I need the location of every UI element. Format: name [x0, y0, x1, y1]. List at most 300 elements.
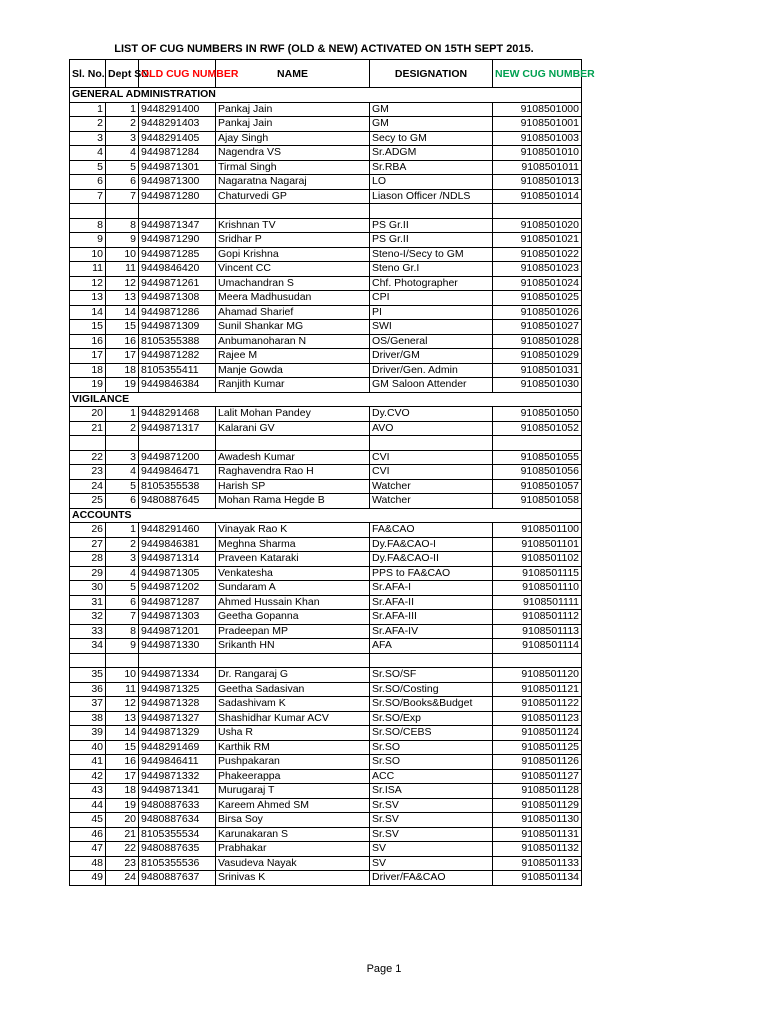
table-row — [70, 740, 582, 755]
designation-cell: Steno Gr.I — [370, 262, 493, 277]
header-name: NAME — [216, 60, 370, 88]
table-row — [70, 769, 582, 784]
designation-cell: SWI — [370, 320, 493, 335]
table-row — [70, 784, 582, 799]
name-cell: Geetha Sadasivan — [216, 682, 370, 697]
designation-cell: Liason Officer /NDLS — [370, 189, 493, 204]
dept-sn-cell: 12 — [106, 276, 139, 291]
name-cell: Ranjith Kumar — [216, 378, 370, 393]
table-row — [70, 218, 582, 233]
designation-cell: Sr.SO — [370, 755, 493, 770]
sl-no-cell: 2 — [70, 117, 106, 132]
name-cell: Chaturvedi GP — [216, 189, 370, 204]
blank-cell — [139, 436, 216, 451]
name-cell: Phakeerappa — [216, 769, 370, 784]
dept-sn-cell: 2 — [106, 117, 139, 132]
old-cug-cell: 9449846381 — [139, 537, 216, 552]
section-title: ACCOUNTS — [70, 508, 582, 523]
sl-no-cell: 45 — [70, 813, 106, 828]
new-cug-cell: 9108501003 — [493, 131, 582, 146]
dept-sn-cell: 11 — [106, 262, 139, 277]
dept-sn-cell: 10 — [106, 247, 139, 262]
new-cug-cell: 9108501101 — [493, 537, 582, 552]
dept-sn-cell: 2 — [106, 537, 139, 552]
sl-no-cell: 14 — [70, 305, 106, 320]
table-row — [70, 682, 582, 697]
sl-no-cell: 30 — [70, 581, 106, 596]
name-cell: Ajay Singh — [216, 131, 370, 146]
name-cell: Pankaj Jain — [216, 102, 370, 117]
new-cug-cell: 9108501115 — [493, 566, 582, 581]
designation-cell: FA&CAO — [370, 523, 493, 538]
designation-cell: Sr.ADGM — [370, 146, 493, 161]
dept-sn-cell: 12 — [106, 697, 139, 712]
name-cell: Tirmal Singh — [216, 160, 370, 175]
blank-cell — [216, 653, 370, 668]
sl-no-cell: 26 — [70, 523, 106, 538]
designation-cell: Sr.AFA-III — [370, 610, 493, 625]
old-cug-cell: 9449871285 — [139, 247, 216, 262]
blank-cell — [70, 436, 106, 451]
sl-no-cell: 18 — [70, 363, 106, 378]
sl-no-cell: 36 — [70, 682, 106, 697]
sl-no-cell: 47 — [70, 842, 106, 857]
designation-cell: OS/General — [370, 334, 493, 349]
old-cug-cell: 9449871200 — [139, 450, 216, 465]
table-row — [70, 305, 582, 320]
table-row — [70, 233, 582, 248]
blank-row — [70, 436, 582, 451]
new-cug-cell: 9108501130 — [493, 813, 582, 828]
designation-cell: SV — [370, 842, 493, 857]
name-cell: Shashidhar Kumar ACV — [216, 711, 370, 726]
dept-sn-cell: 19 — [106, 798, 139, 813]
table-row — [70, 755, 582, 770]
header-designation: DESIGNATION — [370, 60, 493, 88]
table-row — [70, 349, 582, 364]
new-cug-cell: 9108501022 — [493, 247, 582, 262]
sl-no-cell: 5 — [70, 160, 106, 175]
designation-cell: Sr.SV — [370, 813, 493, 828]
new-cug-cell: 9108501000 — [493, 102, 582, 117]
dept-sn-cell: 5 — [106, 479, 139, 494]
designation-cell: Sr.AFA-IV — [370, 624, 493, 639]
blank-cell — [493, 436, 582, 451]
name-cell: Sridhar P — [216, 233, 370, 248]
new-cug-cell: 9108501111 — [493, 595, 582, 610]
name-cell: Dr. Rangaraj G — [216, 668, 370, 683]
new-cug-cell: 9108501028 — [493, 334, 582, 349]
sl-no-cell: 22 — [70, 450, 106, 465]
name-cell: Raghavendra Rao H — [216, 465, 370, 480]
dept-sn-cell: 23 — [106, 856, 139, 871]
table-row — [70, 262, 582, 277]
table-row — [70, 827, 582, 842]
table-row — [70, 479, 582, 494]
new-cug-cell: 9108501113 — [493, 624, 582, 639]
designation-cell: PPS to FA&CAO — [370, 566, 493, 581]
old-cug-cell: 9449871308 — [139, 291, 216, 306]
old-cug-cell: 9448291400 — [139, 102, 216, 117]
table-row — [70, 146, 582, 161]
name-cell: Nagendra VS — [216, 146, 370, 161]
table-row — [70, 537, 582, 552]
dept-sn-cell: 17 — [106, 349, 139, 364]
sl-no-cell: 43 — [70, 784, 106, 799]
name-cell: Meera Madhusudan — [216, 291, 370, 306]
old-cug-cell: 9449846411 — [139, 755, 216, 770]
blank-cell — [370, 653, 493, 668]
header-new-cug: NEW CUG NUMBER — [493, 60, 582, 88]
old-cug-cell: 9480887635 — [139, 842, 216, 857]
blank-cell — [106, 436, 139, 451]
sl-no-cell: 7 — [70, 189, 106, 204]
dept-sn-cell: 4 — [106, 465, 139, 480]
dept-sn-cell: 1 — [106, 102, 139, 117]
dept-sn-cell: 4 — [106, 566, 139, 581]
designation-cell: Sr.SO — [370, 740, 493, 755]
sl-no-cell: 37 — [70, 697, 106, 712]
designation-cell: PI — [370, 305, 493, 320]
old-cug-cell: 9480887637 — [139, 871, 216, 886]
designation-cell: Sr.SO/Exp — [370, 711, 493, 726]
designation-cell: CPI — [370, 291, 493, 306]
sl-no-cell: 19 — [70, 378, 106, 393]
designation-cell: Driver/FA&CAO — [370, 871, 493, 886]
old-cug-cell: 9449871332 — [139, 769, 216, 784]
section-row — [70, 508, 582, 523]
new-cug-cell: 9108501132 — [493, 842, 582, 857]
new-cug-cell: 9108501131 — [493, 827, 582, 842]
old-cug-cell: 9480887645 — [139, 494, 216, 509]
designation-cell: Sr.SV — [370, 798, 493, 813]
new-cug-cell: 9108501023 — [493, 262, 582, 277]
section-row — [70, 88, 582, 103]
name-cell: Krishnan TV — [216, 218, 370, 233]
new-cug-cell: 9108501123 — [493, 711, 582, 726]
sl-no-cell: 32 — [70, 610, 106, 625]
name-cell: Sundaram A — [216, 581, 370, 596]
name-cell: Karunakaran S — [216, 827, 370, 842]
designation-cell: CVI — [370, 465, 493, 480]
designation-cell: Dy.FA&CAO-I — [370, 537, 493, 552]
blank-cell — [216, 436, 370, 451]
sl-no-cell: 4 — [70, 146, 106, 161]
table-row — [70, 102, 582, 117]
header-row — [70, 60, 582, 88]
old-cug-cell: 9480887633 — [139, 798, 216, 813]
name-cell: Pushpakaran — [216, 755, 370, 770]
table-row — [70, 552, 582, 567]
sl-no-cell: 23 — [70, 465, 106, 480]
dept-sn-cell: 6 — [106, 494, 139, 509]
designation-cell: Dy.CVO — [370, 407, 493, 422]
name-cell: Vasudeva Nayak — [216, 856, 370, 871]
new-cug-cell: 9108501001 — [493, 117, 582, 132]
new-cug-cell: 9108501114 — [493, 639, 582, 654]
new-cug-cell: 9108501029 — [493, 349, 582, 364]
new-cug-cell: 9108501133 — [493, 856, 582, 871]
header-sl-no: Sl. No. — [70, 60, 106, 88]
sl-no-cell: 28 — [70, 552, 106, 567]
dept-sn-cell: 15 — [106, 740, 139, 755]
name-cell: Meghna Sharma — [216, 537, 370, 552]
new-cug-cell: 9108501010 — [493, 146, 582, 161]
dept-sn-cell: 16 — [106, 334, 139, 349]
cug-table — [69, 59, 595, 886]
new-cug-cell: 9108501127 — [493, 769, 582, 784]
sl-no-cell: 31 — [70, 595, 106, 610]
new-cug-cell: 9108501100 — [493, 523, 582, 538]
sl-no-cell: 49 — [70, 871, 106, 886]
dept-sn-cell: 5 — [106, 581, 139, 596]
name-cell: Birsa Soy — [216, 813, 370, 828]
old-cug-cell: 9449871314 — [139, 552, 216, 567]
sl-no-cell: 40 — [70, 740, 106, 755]
table-body — [70, 88, 582, 886]
table-row — [70, 450, 582, 465]
new-cug-cell: 9108501027 — [493, 320, 582, 335]
name-cell: Nagaratna Nagaraj — [216, 175, 370, 190]
sl-no-cell: 13 — [70, 291, 106, 306]
sl-no-cell: 35 — [70, 668, 106, 683]
old-cug-cell: 9449871347 — [139, 218, 216, 233]
new-cug-cell: 9108501052 — [493, 421, 582, 436]
designation-cell: Chf. Photographer — [370, 276, 493, 291]
blank-cell — [139, 653, 216, 668]
new-cug-cell: 9108501030 — [493, 378, 582, 393]
sl-no-cell: 16 — [70, 334, 106, 349]
dept-sn-cell: 3 — [106, 131, 139, 146]
old-cug-cell: 9480887634 — [139, 813, 216, 828]
name-cell: Murugaraj T — [216, 784, 370, 799]
blank-row — [70, 204, 582, 219]
blank-cell — [70, 204, 106, 219]
dept-sn-cell: 18 — [106, 784, 139, 799]
table-row — [70, 320, 582, 335]
section-row — [70, 392, 582, 407]
header-dept-sn: Dept SN. — [106, 60, 139, 88]
designation-cell: Sr.RBA — [370, 160, 493, 175]
designation-cell: PS Gr.II — [370, 233, 493, 248]
sl-no-cell: 39 — [70, 726, 106, 741]
name-cell: Karthik RM — [216, 740, 370, 755]
new-cug-cell: 9108501124 — [493, 726, 582, 741]
old-cug-cell: 9449871280 — [139, 189, 216, 204]
designation-cell: Sr.ISA — [370, 784, 493, 799]
sl-no-cell: 17 — [70, 349, 106, 364]
table-row — [70, 407, 582, 422]
old-cug-cell: 9449871330 — [139, 639, 216, 654]
name-cell: Vinayak Rao K — [216, 523, 370, 538]
new-cug-cell: 9108501020 — [493, 218, 582, 233]
table-row — [70, 697, 582, 712]
dept-sn-cell: 9 — [106, 639, 139, 654]
name-cell: Harish SP — [216, 479, 370, 494]
name-cell: Kareem Ahmed SM — [216, 798, 370, 813]
dept-sn-cell: 8 — [106, 218, 139, 233]
table-row — [70, 131, 582, 146]
table-row — [70, 523, 582, 538]
dept-sn-cell: 1 — [106, 523, 139, 538]
name-cell: Sunil Shankar MG — [216, 320, 370, 335]
table-row — [70, 624, 582, 639]
name-cell: Manje Gowda — [216, 363, 370, 378]
table-row — [70, 276, 582, 291]
table-row — [70, 175, 582, 190]
table-row — [70, 871, 582, 886]
new-cug-cell: 9108501013 — [493, 175, 582, 190]
old-cug-cell: 9448291405 — [139, 131, 216, 146]
sl-no-cell: 15 — [70, 320, 106, 335]
designation-cell: Driver/GM — [370, 349, 493, 364]
blank-cell — [106, 204, 139, 219]
sl-no-cell: 44 — [70, 798, 106, 813]
old-cug-cell: 9449871329 — [139, 726, 216, 741]
old-cug-cell: 9449871303 — [139, 610, 216, 625]
table-row — [70, 639, 582, 654]
designation-cell: AVO — [370, 421, 493, 436]
designation-cell: Sr.AFA-I — [370, 581, 493, 596]
old-cug-cell: 9448291468 — [139, 407, 216, 422]
dept-sn-cell: 5 — [106, 160, 139, 175]
designation-cell: Watcher — [370, 479, 493, 494]
designation-cell: Secy to GM — [370, 131, 493, 146]
table-row — [70, 798, 582, 813]
new-cug-cell: 9108501055 — [493, 450, 582, 465]
dept-sn-cell: 21 — [106, 827, 139, 842]
dept-sn-cell: 14 — [106, 305, 139, 320]
designation-cell: Driver/Gen. Admin — [370, 363, 493, 378]
old-cug-cell: 9449871328 — [139, 697, 216, 712]
sl-no-cell: 20 — [70, 407, 106, 422]
old-cug-cell: 9449871261 — [139, 276, 216, 291]
new-cug-cell: 9108501102 — [493, 552, 582, 567]
sl-no-cell: 21 — [70, 421, 106, 436]
new-cug-cell: 9108501011 — [493, 160, 582, 175]
table-row — [70, 494, 582, 509]
old-cug-cell: 9449871325 — [139, 682, 216, 697]
dept-sn-cell: 4 — [106, 146, 139, 161]
sl-no-cell: 34 — [70, 639, 106, 654]
table-row — [70, 581, 582, 596]
old-cug-cell: 9449871327 — [139, 711, 216, 726]
dept-sn-cell: 16 — [106, 755, 139, 770]
dept-sn-cell: 15 — [106, 320, 139, 335]
name-cell: Usha R — [216, 726, 370, 741]
dept-sn-cell: 7 — [106, 610, 139, 625]
blank-cell — [493, 204, 582, 219]
section-title: VIGILANCE — [70, 392, 582, 407]
dept-sn-cell: 13 — [106, 711, 139, 726]
table-row — [70, 856, 582, 871]
table-row — [70, 334, 582, 349]
table-row — [70, 726, 582, 741]
old-cug-cell: 9449871282 — [139, 349, 216, 364]
table-row — [70, 291, 582, 306]
new-cug-cell: 9108501031 — [493, 363, 582, 378]
new-cug-cell: 9108501024 — [493, 276, 582, 291]
old-cug-cell: 9449871290 — [139, 233, 216, 248]
table-row — [70, 247, 582, 262]
table-row — [70, 160, 582, 175]
name-cell: Pankaj Jain — [216, 117, 370, 132]
new-cug-cell: 9108501021 — [493, 233, 582, 248]
dept-sn-cell: 13 — [106, 291, 139, 306]
name-cell: Sadashivam K — [216, 697, 370, 712]
sl-no-cell: 1 — [70, 102, 106, 117]
dept-sn-cell: 14 — [106, 726, 139, 741]
old-cug-cell: 8105355388 — [139, 334, 216, 349]
table-row — [70, 595, 582, 610]
dept-sn-cell: 2 — [106, 421, 139, 436]
new-cug-cell: 9108501122 — [493, 697, 582, 712]
dept-sn-cell: 10 — [106, 668, 139, 683]
sl-no-cell: 48 — [70, 856, 106, 871]
name-cell: Venkatesha — [216, 566, 370, 581]
table-row — [70, 711, 582, 726]
sl-no-cell: 46 — [70, 827, 106, 842]
sl-no-cell: 29 — [70, 566, 106, 581]
new-cug-cell: 9108501110 — [493, 581, 582, 596]
designation-cell: GM Saloon Attender — [370, 378, 493, 393]
dept-sn-cell: 1 — [106, 407, 139, 422]
old-cug-cell: 9449871300 — [139, 175, 216, 190]
name-cell: Praveen Kataraki — [216, 552, 370, 567]
name-cell: Srikanth HN — [216, 639, 370, 654]
name-cell: Awadesh Kumar — [216, 450, 370, 465]
blank-cell — [370, 204, 493, 219]
document-title: LIST OF CUG NUMBERS IN RWF (OLD & NEW) ACTIVATED ON 15TH SEPT 2015. — [114, 43, 534, 55]
table-row — [70, 813, 582, 828]
designation-cell: LO — [370, 175, 493, 190]
new-cug-cell: 9108501050 — [493, 407, 582, 422]
section-title: GENERAL ADMINISTRATION — [70, 88, 582, 103]
sl-no-cell: 24 — [70, 479, 106, 494]
table-row — [70, 465, 582, 480]
name-cell: Mohan Rama Hegde B — [216, 494, 370, 509]
dept-sn-cell: 7 — [106, 189, 139, 204]
name-cell: Vincent CC — [216, 262, 370, 277]
new-cug-cell: 9108501125 — [493, 740, 582, 755]
sl-no-cell: 41 — [70, 755, 106, 770]
dept-sn-cell: 3 — [106, 450, 139, 465]
new-cug-cell: 9108501128 — [493, 784, 582, 799]
table-row — [70, 842, 582, 857]
old-cug-cell: 9448291460 — [139, 523, 216, 538]
old-cug-cell: 9449871201 — [139, 624, 216, 639]
designation-cell: GM — [370, 102, 493, 117]
dept-sn-cell: 8 — [106, 624, 139, 639]
sl-no-cell: 25 — [70, 494, 106, 509]
blank-cell — [216, 204, 370, 219]
table-row — [70, 566, 582, 581]
designation-cell: ACC — [370, 769, 493, 784]
new-cug-cell: 9108501129 — [493, 798, 582, 813]
designation-cell: Sr.AFA-II — [370, 595, 493, 610]
designation-cell: CVI — [370, 450, 493, 465]
table-row — [70, 117, 582, 132]
header-old-cug: OLD CUG NUMBER — [139, 60, 216, 88]
name-cell: Geetha Gopanna — [216, 610, 370, 625]
blank-cell — [370, 436, 493, 451]
old-cug-cell: 9449871301 — [139, 160, 216, 175]
designation-cell: GM — [370, 117, 493, 132]
sl-no-cell: 27 — [70, 537, 106, 552]
sl-no-cell: 3 — [70, 131, 106, 146]
sl-no-cell: 8 — [70, 218, 106, 233]
name-cell: Ahamad Sharief — [216, 305, 370, 320]
